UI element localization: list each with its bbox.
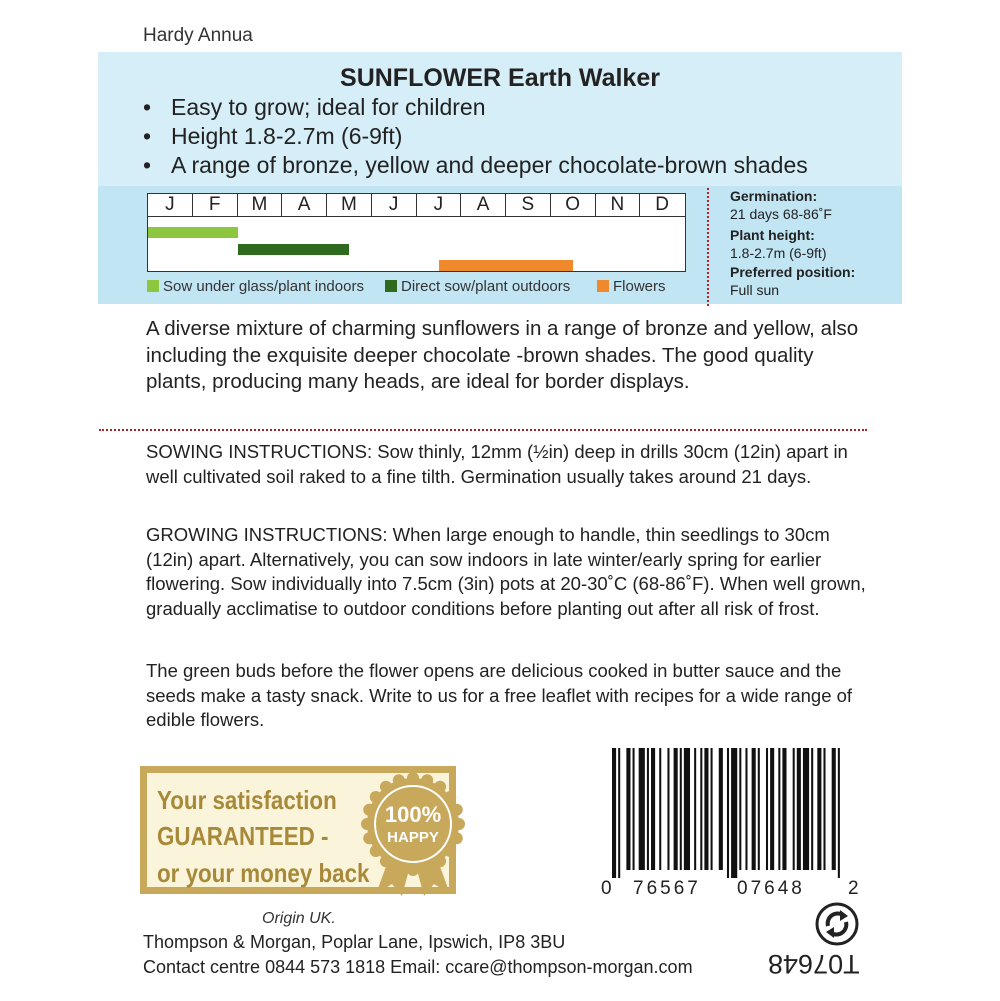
barcode-digits: 76567	[633, 878, 701, 899]
month-label: D	[655, 194, 669, 215]
month-label: M	[238, 194, 283, 216]
month-label: N	[596, 194, 641, 216]
calendar-bar	[148, 227, 238, 238]
germination-label: Germination:	[730, 188, 818, 204]
month-label: M	[327, 194, 372, 216]
barcode-digit: 0	[601, 878, 612, 899]
position-value: Full sun	[730, 282, 780, 298]
legend-flowers: Flowers	[597, 278, 666, 295]
germination-value: 21 days 68-86˚F	[730, 206, 832, 222]
recycle-icon	[815, 902, 859, 946]
guarantee-line: GUARANTEED -	[157, 821, 329, 851]
month-label: S	[506, 194, 551, 216]
description: A diverse mixture of charming sunflowers in a range of bronze and yellow, also including the exquisite deeper chocolate -brown shades. The good quality plants, producing many heads, are ideal for border displays.	[146, 317, 859, 393]
product-code: T07648	[768, 949, 860, 979]
barcode	[612, 748, 844, 878]
plant-height-label: Plant height:	[730, 227, 815, 243]
month-label: J	[148, 194, 193, 216]
growing-heading: GROWING INSTRUCTIONS:	[146, 524, 388, 545]
contact: Contact centre 0844 573 1818 Email: ccare@thompson-morgan.com	[143, 957, 693, 977]
calendar-bar	[238, 244, 350, 255]
bullet-item: • Easy to grow; ideal for children	[143, 94, 486, 120]
product-title: SUNFLOWER Earth Walker	[340, 64, 660, 92]
address: Thompson & Morgan, Poplar Lane, Ipswich, IP8 3BU	[143, 932, 566, 952]
legend-sow-outdoors: Direct sow/plant outdoors	[385, 278, 570, 295]
edible-note: The green buds before the flower opens are delicious cooked in butter sauce and the seeds make a tasty snack. Write to us for a free leaflet with recipes for a wide range of edible flowers.	[146, 660, 853, 730]
month-label: J	[372, 194, 417, 216]
growing-instructions: GROWING INSTRUCTIONS: When large enough to handle, thin seedlings to 30cm (12in) apart. Alternatively, you can sow indoors in late winter/early spring for earlier flowering. Sow individually into 7.5cm (3in) pots at 20-30˚C (68-86˚F). When well grown, gradually acclimatise to outdoor conditions before planting out after all risk of frost.	[146, 524, 866, 619]
divider	[99, 429, 867, 431]
sowing-calendar	[147, 193, 686, 272]
barcode-digits: 07648	[737, 878, 805, 899]
month-label: A	[282, 194, 327, 216]
month-label: J	[417, 194, 462, 216]
month-label: A	[461, 194, 506, 216]
seal-happy: HAPPY	[387, 829, 439, 846]
sowing-instructions: SOWING INSTRUCTIONS: Sow thinly, 12mm (½in) deep in drills 30cm (12in) apart in well cultivated soil raked to a fine tilth. Germination usually takes around 21 days.	[146, 441, 848, 487]
legend-sow-indoors: Sow under glass/plant indoors	[147, 278, 364, 295]
category-label: Hardy Annua	[143, 25, 253, 46]
guarantee-line: Your satisfaction	[157, 785, 337, 815]
bullet-item: • Height 1.8-2.7m (6-9ft)	[143, 123, 403, 149]
month-label: O	[551, 194, 596, 216]
plant-height-value: 1.8-2.7m (6-9ft)	[730, 245, 827, 261]
guarantee-line: or your money back	[157, 858, 370, 888]
calendar-bar	[439, 260, 573, 271]
happy-seal-icon	[358, 766, 468, 896]
bullet-item: • A range of bronze, yellow and deeper chocolate-brown shades	[143, 152, 808, 178]
position-label: Preferred position:	[730, 264, 856, 280]
barcode-digit: 2	[848, 878, 859, 899]
month-label: F	[193, 194, 238, 216]
origin: Origin UK.	[262, 910, 336, 927]
header-panel	[98, 52, 902, 304]
divider	[707, 188, 709, 306]
sowing-heading: SOWING INSTRUCTIONS:	[146, 441, 373, 462]
seal-percent: 100%	[384, 802, 442, 827]
